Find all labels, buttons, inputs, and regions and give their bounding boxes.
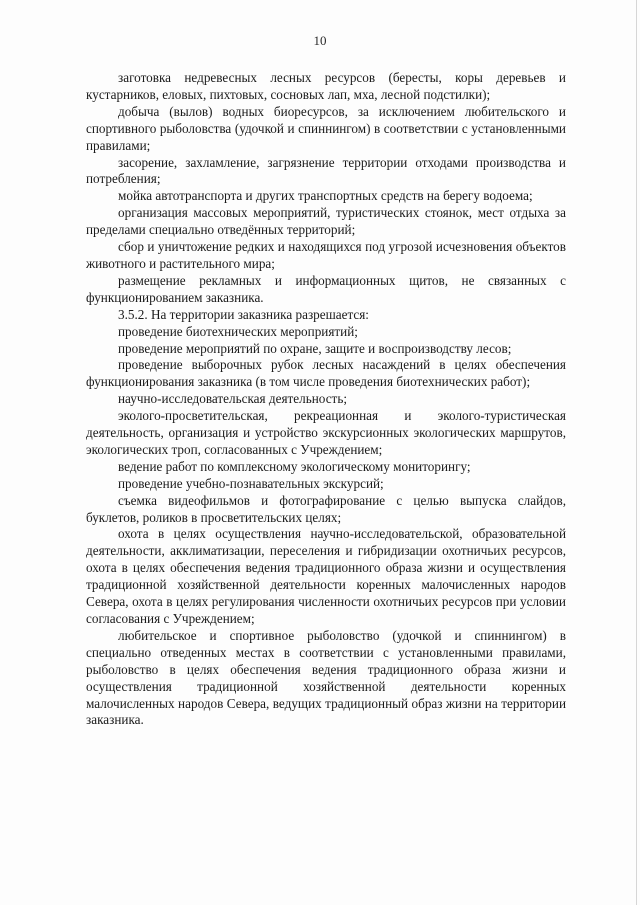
- paragraph: размещение рекламных и информационных щитов, не связанных с функционированием заказника.: [86, 272, 566, 305]
- paragraph: съемка видеофильмов и фотографирование с целью выпуска слайдов, буклетов, роликов в просветительских целях;: [86, 492, 566, 525]
- paragraph: добыча (вылов) водных биоресурсов, за исключением любительского и спортивного рыболовства (удочкой и спиннингом) в соответствии с установленными правилами;: [86, 103, 566, 153]
- document-body: [86, 70, 566, 729]
- paragraph: засорение, захламление, загрязнение территории отходами производства и потребления;: [86, 154, 566, 187]
- paragraph: любительское и спортивное рыболовство (удочкой и спиннингом) в специально отведенных местах в соответствии с установленными правилами, рыболовство в целях обеспечения ведения традиционного образа жизни и осуществления традиционной хозяйственной деятельности коренных малочисленных народов Севера, ведущих традиционный образ жизни на территории заказника.: [86, 627, 566, 728]
- paragraph: проведение мероприятий по охране, защите и воспроизводству лесов;: [118, 340, 512, 356]
- page-number: 10: [313, 33, 327, 48]
- paragraph: охота в целях осуществления научно-исследовательской, образовательной деятельности, акклиматизации, переселения и гибридизации охотничьих ресурсов, охота в целях обеспечения ведения традиционного образа жизни и осуществления традиционной хозяйственной деятельности коренных малочисленных народов Севера, охота в целях регулирования численности охотничьих ресурсов при условии согласования с Учреждением;: [86, 526, 566, 626]
- paragraph: мойка автотранспорта и других транспортных средств на берегу водоема;: [118, 188, 533, 204]
- paragraph: научно-исследовательская деятельность;: [118, 391, 348, 407]
- page-edge: [636, 0, 637, 905]
- section-heading: 3.5.2. На территории заказника разрешается:: [118, 306, 369, 322]
- paragraph: эколого-просветительская, рекреационная и эколого-туристическая деятельность, организация и устройство экскурсионных экологических маршрутов, экологических троп, согласованных с Учреждением;: [86, 408, 566, 457]
- paragraph: проведение выборочных рубок лесных насаждений в целях обеспечения функционирования заказника (в том числе проведения биотехнических работ);: [86, 357, 566, 390]
- paragraph: проведение биотехнических мероприятий;: [118, 323, 358, 339]
- paragraph: заготовка недревесных лесных ресурсов (бересты, коры деревьев и кустарников, еловых, пихтовых, сосновых лап, мха, лесной подстилки);: [86, 70, 566, 102]
- paragraph: сбор и уничтожение редких и находящихся под угрозой исчезновения объектов животного и растительного мира;: [86, 239, 566, 271]
- paragraph: организация массовых мероприятий, туристических стоянок, мест отдыха за пределами специально отведённых территорий;: [86, 205, 566, 238]
- paragraph: проведение учебно-познавательных экскурсий;: [118, 475, 384, 491]
- paragraph: ведение работ по комплексному экологическому мониторингу;: [118, 458, 471, 474]
